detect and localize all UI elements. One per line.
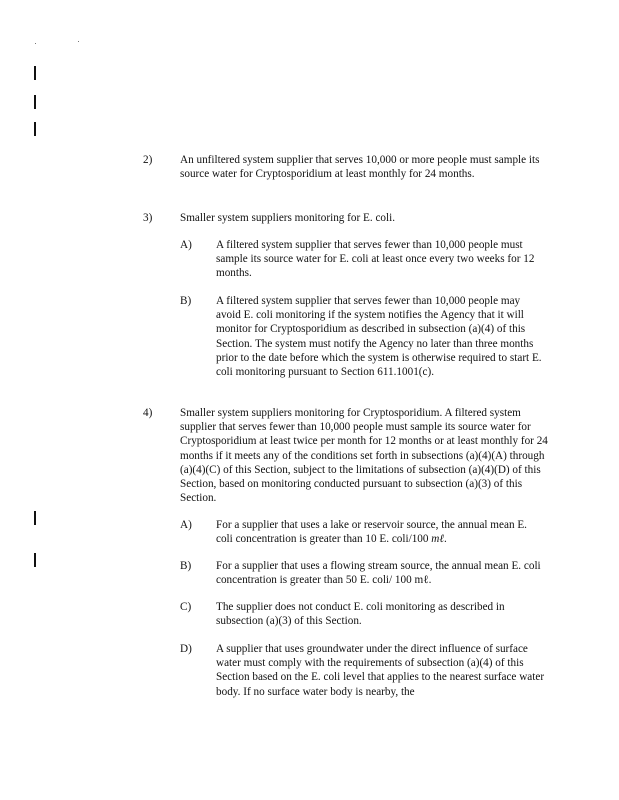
subitem-text-3b: A filtered system supplier that serves fewer than 10,000 people may avoid E. coli monitoring if the system notifies the Agency that it will monitor for Cryptosporidium as described in subsection (a)(4) of this Section. The system must notify the Agency no later than three months prior to the date before which the system is otherwise required to start E. coli monitoring pursuant to Section 611.1001(c). <box>216 295 542 379</box>
subitem-label-4c: C) <box>180 601 192 613</box>
subitem-text-4d: A supplier that uses groundwater under the direct influence of surface water must comply with the requirements of subsection (a)(4) of this Section based on the E. coli level that applies to the nearest surface water body. If no surface water body is nearby, the <box>216 643 545 698</box>
item-text-2: An unfiltered system supplier that serves 10,000 or more people must sample its source water for Cryptosporidium at least monthly for 24 months. <box>180 154 540 181</box>
subitem-text-4a: For a supplier that uses a lake or reservoir source, the annual mean E. coli concentration is greater than 10 E. coli/100 mℓ. <box>216 519 527 546</box>
item-label-2: 2) <box>143 154 153 166</box>
subitem-label-3b: B) <box>180 295 192 307</box>
scan-speck <box>35 43 36 44</box>
subitem-label-4d: D) <box>180 643 192 655</box>
subitem-label-3a: A) <box>180 239 192 251</box>
item-label-3: 3) <box>143 212 153 224</box>
item-text-3: Smaller system suppliers monitoring for E. coli. <box>180 212 396 224</box>
revision-bar <box>34 95 36 109</box>
subitem-text-3a: A filtered system supplier that serves fewer than 10,000 people must sample its source water for E. coli at least once every two weeks for 12 months. <box>216 239 535 280</box>
revision-bar <box>34 122 36 136</box>
subitem-label-4a: A) <box>180 519 192 531</box>
item-label-4: 4) <box>143 407 153 419</box>
unit-ml: mℓ <box>414 574 429 587</box>
item-text-4: Smaller system suppliers monitoring for Cryptosporidium. A filtered system supplier that serves fewer than 10,000 people must sample its source water for Cryptosporidium at least twice per month for 12 months or at least monthly for 24 months if it meets any of the conditions set forth in subsections (a)(4)(A) through (a)(4)(C) of this Section, subject to the limitations of subsection (a)(4)(D) of this Section, based on monitoring conducted pursuant to subsection (a)(3) of this Section. <box>180 407 548 505</box>
scan-speck <box>78 41 79 42</box>
subitem-text-4b: For a supplier that uses a flowing stream source, the annual mean E. coli concentration is greater than 50 E. coli/ 100 mℓ. <box>216 560 541 587</box>
unit-ml: mℓ <box>431 533 445 546</box>
revision-bar <box>34 511 36 525</box>
subitem-text-4c: The supplier does not conduct E. coli monitoring as described in subsection (a)(3) of this Section. <box>216 601 505 628</box>
revision-bar <box>34 66 36 80</box>
revision-bar <box>34 553 36 567</box>
subitem-label-4b: B) <box>180 560 192 572</box>
